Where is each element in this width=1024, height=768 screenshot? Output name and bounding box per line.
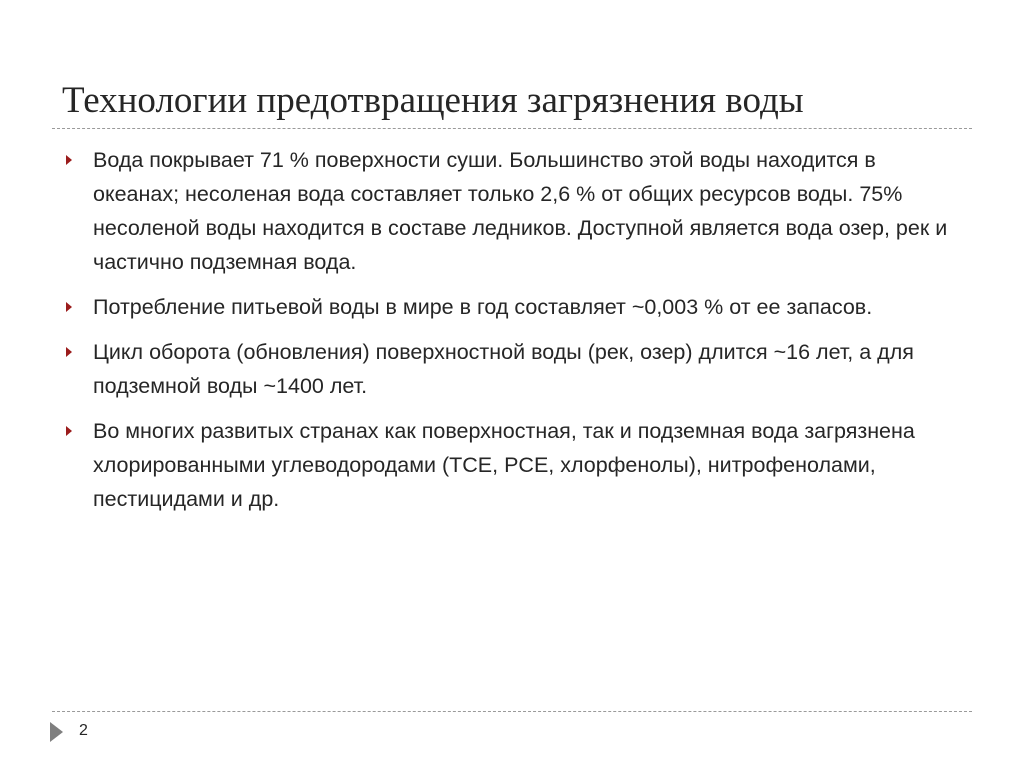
triangle-bullet-icon (66, 302, 72, 312)
triangle-bullet-icon (66, 347, 72, 357)
bullet-item (62, 414, 962, 516)
bullet-item (62, 143, 962, 279)
title-divider (52, 128, 972, 129)
bullet-item (62, 335, 962, 403)
bullet-text: Во многих развитых странах как поверхностная, так и подземная вода загрязнена хлорированными углеводородами (TCE, PCE, хлорфенолы), нитрофенолами, пестицидами и др. (93, 419, 915, 511)
footer-divider (52, 711, 972, 712)
slide-title: Технологии предотвращения загрязнения воды (62, 80, 804, 121)
bullet-text: Потребление питьевой воды в мире в год составляет ~0,003 % от ее запасов. (93, 295, 873, 319)
page-number: 2 (79, 722, 88, 739)
play-triangle-icon (50, 722, 63, 742)
bullet-text: Вода покрывает 71 % поверхности суши. Большинство этой воды находится в океанах; несоленая вода составляет только 2,6 % от общих ресурсов воды. 75% несоленой воды находится в составе ледников. Доступной является вода озер, рек и частично подземная вода. (93, 148, 948, 274)
triangle-bullet-icon (66, 426, 72, 436)
bullet-list (62, 143, 962, 527)
bullet-text: Цикл оборота (обновления) поверхностной воды (рек, озер) длится ~16 лет, а для подземной воды ~1400 лет. (93, 340, 914, 398)
triangle-bullet-icon (66, 155, 72, 165)
bullet-item (62, 290, 962, 324)
